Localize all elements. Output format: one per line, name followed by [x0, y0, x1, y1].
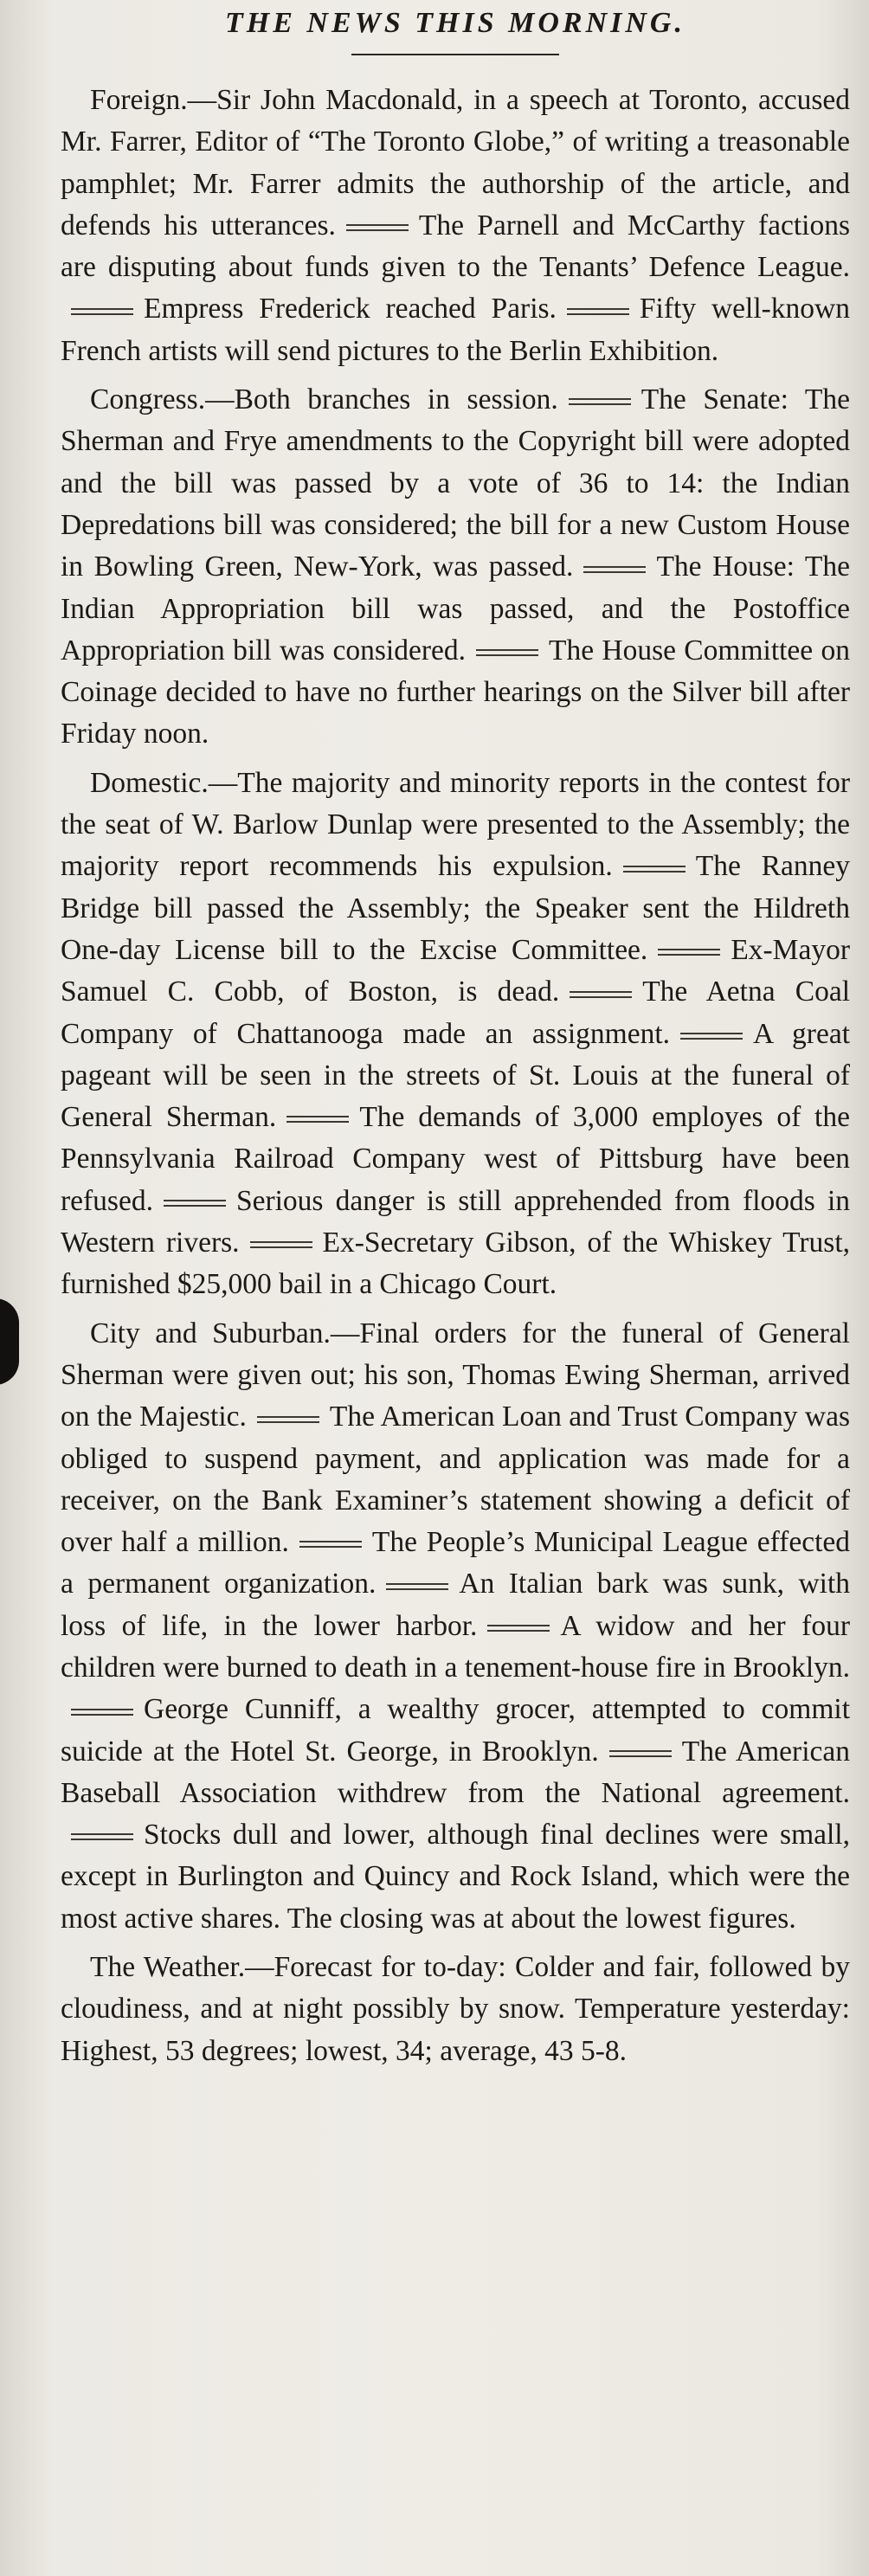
item-separator [567, 308, 629, 315]
section-lead: City and Suburban.— [90, 1317, 360, 1349]
news-item: Stocks dull and lower, although final declines were small, except in Burlington and Quincy and Rock Island, which were the most active shares. The closing was at about the lowest figures. [61, 1819, 850, 1935]
item-separator [569, 398, 631, 405]
item-separator [609, 1750, 672, 1757]
news-item: An Italian bark was sunk, with loss of life, in the lower harbor. [61, 1568, 851, 1642]
section-lead: Domestic.— [90, 766, 238, 799]
item-separator [658, 949, 720, 956]
news-item: George Cunniff, a wealthy grocer, attempted to commit suicide at the Hotel St. George, in Brooklyn. [61, 1693, 850, 1768]
item-separator [570, 991, 632, 998]
news-item: Ex-Secretary Gibson, of the Whiskey Trust, furnished $25,000 bail in a Chicago Court. [61, 1227, 850, 1301]
item-separator [680, 1033, 743, 1040]
news-column [61, 0, 850, 2079]
item-separator [476, 649, 538, 656]
item-separator [71, 1709, 133, 1716]
item-separator [257, 1416, 319, 1423]
news-item: The American Baseball Association withdrew from the National agreement. [61, 1735, 851, 1809]
news-section [61, 1947, 850, 2072]
news-item: Fifty well-known French artists will send pictures to the Berlin Exhibition. [61, 293, 850, 367]
news-item: Ex-Mayor Samuel C. Cobb, of Boston, is dead. [61, 933, 850, 1008]
news-item: Sir John Macdonald, in a speech at Toronto, accused Mr. Farrer, Editor of “The Toronto Globe,” of writing a treasonable pamphlet; Mr. Farrer admits the authorship of the article, and defends his utterances. [61, 84, 850, 242]
news-item: Forecast for to-day: Colder and fair, followed by cloudiness, and at night possibly by snow. Temperature yesterday: Highest, 53 degrees; lowest, 34; average, 43 5-8. [61, 1951, 850, 2067]
news-item: A great pageant will be seen in the streets of St. Louis at the funeral of General Sherman. [61, 1017, 850, 1134]
news-section [61, 1313, 850, 1940]
item-separator [583, 566, 646, 573]
news-item: The House: The Indian Appropriation bill was passed, and the Postoffice Appropriation bill was considered. [61, 551, 850, 667]
news-section [61, 379, 850, 756]
news-item: Serious danger is still apprehended from floods in Western rivers. [61, 1184, 850, 1259]
news-item: The American Loan and Trust Company was obliged to suspend payment, and application was made for a receiver, on the Bank Examiner’s statement showing a deficit of over half a million. [61, 1401, 850, 1559]
news-item: Final orders for the funeral of General Sherman were given out; his son, Thomas Ewing Sherman, arrived on the Majestic. [61, 1317, 850, 1433]
news-item: The Senate: The Sherman and Frye amendments to the Copyright bill were adopted and the bill was passed by a vote of 36 to 14: the Indian Depredations bill was considered; the bill for a new Custom House in Bowling Green, New-York, was passed. [61, 383, 850, 583]
section-lead: Congress.— [90, 383, 235, 416]
binding-hole [0, 1298, 19, 1385]
news-section [61, 763, 850, 1306]
news-sections [61, 80, 850, 2072]
news-item: The Aetna Coal Company of Chattanooga made an assignment. [61, 976, 850, 1050]
item-separator [487, 1625, 550, 1632]
news-item: Both branches in session. [234, 383, 558, 416]
item-separator [386, 1583, 448, 1590]
item-separator [299, 1541, 362, 1548]
item-separator [71, 1833, 133, 1840]
item-separator [286, 1116, 349, 1123]
item-separator [250, 1241, 312, 1248]
section-lead: Foreign.— [90, 84, 217, 116]
item-separator [164, 1200, 226, 1207]
headline-rule [351, 54, 559, 55]
news-item: The Parnell and McCarthy factions are disputing about funds given to the Tenants’ Defence League. [61, 209, 851, 284]
news-section [61, 80, 850, 372]
news-item: The House Committee on Coinage decided to have no further hearings on the Silver bill after Friday noon. [61, 634, 850, 750]
news-item: The majority and minority reports in the contest for the seat of W. Barlow Dunlap were presented to the Assembly; the majority report recommends his expulsion. [61, 766, 850, 883]
news-item: The People’s Municipal League effected a permanent organization. [61, 1526, 850, 1600]
headline: THE NEWS THIS MORNING. [225, 7, 686, 39]
item-separator [71, 308, 133, 315]
news-item: A widow and her four children were burned to death in a tenement-house fire in Brooklyn. [61, 1609, 850, 1684]
news-item: Empress Frederick reached Paris. [144, 293, 557, 325]
section-lead: The Weather.— [90, 1951, 274, 1984]
item-separator [346, 224, 409, 231]
item-separator [623, 866, 686, 873]
news-item: The demands of 3,000 employes of the Pennsylvania Railroad Company west of Pittsburg have been refused. [61, 1101, 850, 1217]
news-item: The Ranney Bridge bill passed the Assembly; the Speaker sent the Hildreth One-day License bill to the Excise Committee. [61, 850, 850, 966]
